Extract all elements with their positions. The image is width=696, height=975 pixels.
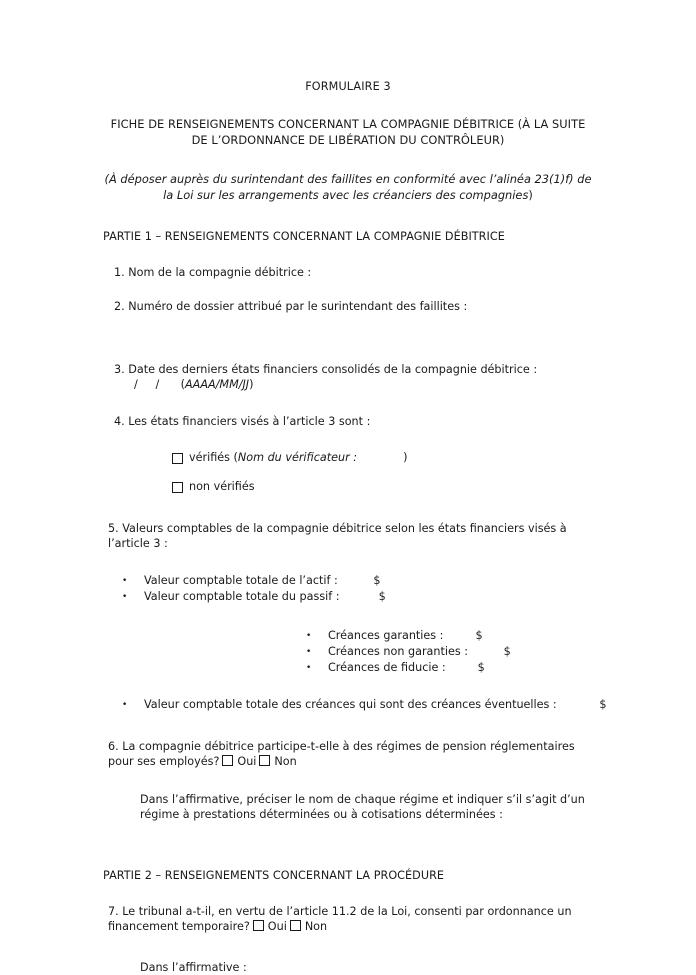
bullet-dot-icon: [306, 644, 328, 659]
date-close-paren: ): [249, 378, 254, 392]
bullet-dot-icon: [306, 628, 328, 643]
bullet-amount: $: [339, 590, 386, 604]
bullet-unsecured-claims: [306, 644, 696, 659]
checkbox-pension-yes[interactable]: [222, 755, 233, 766]
checkbox-audited[interactable]: [172, 453, 183, 464]
bullet-label: Valeur comptable totale du passif :: [144, 590, 340, 604]
item-7-line-2: financement temporaire?: [108, 919, 250, 933]
bullet-total-assets: [122, 573, 696, 588]
item-1-company-name: 1. Nom de la compagnie débitrice :: [114, 265, 312, 279]
bullet-label: Valeur comptable totale des créances qui sont des créances éventuelles :: [144, 697, 557, 711]
checkbox-financing-no-label: Non: [304, 919, 328, 933]
form-number: FORMULAIRE 3: [305, 80, 391, 93]
bullet-amount: $: [443, 628, 483, 642]
checkbox-financing-no[interactable]: [290, 920, 301, 931]
bullet-amount: $: [468, 644, 511, 658]
item-3-statement-date: 3. Date des derniers états financiers consolidés de la compagnie débitrice :: [114, 362, 538, 376]
document-subtitle: [102, 172, 594, 204]
item-4-statements-status: 4. Les états financiers visés à l’article 3 sont :: [114, 415, 371, 429]
subtitle-text: (À déposer auprès du surintendant des faillites en conformité avec l’alinéa 23(1)f) de la Loi sur les arrangements avec les créanciers des compagnies: [104, 172, 592, 203]
item-6-line-2: pour ses employés?: [108, 754, 220, 768]
item-7-line-1: 7. Le tribunal a-t-il, en vertu de l’article 11.2 de la Loi, consenti par ordonnance un: [108, 904, 572, 918]
bullet-total-liabilities: [122, 589, 696, 604]
item-6-followup: Dans l’affirmative, préciser le nom de chaque régime et indiquer s’il s’agit d’un régime à prestations déterminées ou à cotisations déterminées :: [140, 792, 585, 821]
bullet-label: Créances garanties :: [328, 628, 444, 642]
bullet-secured-claims: [306, 628, 696, 643]
checkbox-pension-no[interactable]: [259, 755, 270, 766]
part-2-heading: PARTIE 2 – RENSEIGNEMENTS CONCERNANT LA PROCÉDURE: [103, 868, 445, 882]
document-title: FICHE DE RENSEIGNEMENTS CONCERNANT LA COMPAGNIE DÉBITRICE (À LA SUITE DE L’ORDONNANCE DE LIBÉRATION DU CONTRÔLEUR): [110, 116, 586, 147]
date-format-hint: AAAA/MM/JJ: [185, 378, 250, 392]
checkbox-unaudited[interactable]: [172, 482, 183, 493]
checkbox-pension-yes-label: Oui: [237, 754, 257, 768]
subtitle-close-paren: ): [528, 188, 533, 203]
item-7-interim-financing: [108, 904, 588, 934]
auditor-close-paren: ): [403, 450, 408, 464]
bullet-dot-icon: [122, 589, 144, 604]
part-2-section: [0, 869, 696, 975]
bullet-amount: $: [337, 574, 381, 588]
item-5-book-values: 5. Valeurs comptables de la compagnie débitrice selon les états financiers visés à l’article 3 :: [108, 522, 567, 551]
checkbox-unaudited-label: non vérifiés: [189, 479, 255, 493]
bullet-dot-icon: [122, 573, 144, 588]
bullet-label: Créances de fiducie :: [328, 660, 446, 674]
checkbox-pension-no-label: Non: [274, 754, 297, 768]
item-6-pension-plans: [108, 739, 588, 769]
bullet-contingent-claims: [122, 697, 696, 712]
checkbox-financing-yes[interactable]: [253, 920, 264, 931]
item-2-file-number: 2. Numéro de dossier attribué par le surintendant des faillites :: [114, 299, 468, 313]
checkbox-row-unaudited[interactable]: [172, 480, 696, 495]
bullet-amount: $: [556, 697, 607, 711]
bullet-label: Créances non garanties :: [328, 644, 469, 658]
date-slashes: / / (: [134, 378, 186, 392]
bullet-dot-icon: [122, 697, 144, 712]
bullet-trust-claims: [306, 660, 696, 675]
item-3-date-entry: [134, 378, 696, 393]
item-7-followup: Dans l’affirmative :: [140, 960, 247, 974]
bullet-amount: $: [445, 660, 485, 674]
checkbox-audited-label: vérifiés (: [189, 450, 238, 464]
part-1-heading: PARTIE 1 – RENSEIGNEMENTS CONCERNANT LA COMPAGNIE DÉBITRICE: [103, 230, 505, 244]
checkbox-financing-yes-label: Oui: [267, 919, 287, 933]
item-6-line-1: 6. La compagnie débitrice participe-t-elle à des régimes de pension réglementaires: [108, 739, 575, 753]
bullet-dot-icon: [306, 660, 328, 675]
auditor-name-label: Nom du vérificateur :: [237, 450, 358, 464]
bullet-label: Valeur comptable totale de l’actif :: [144, 574, 338, 588]
checkbox-row-audited[interactable]: [172, 451, 696, 466]
